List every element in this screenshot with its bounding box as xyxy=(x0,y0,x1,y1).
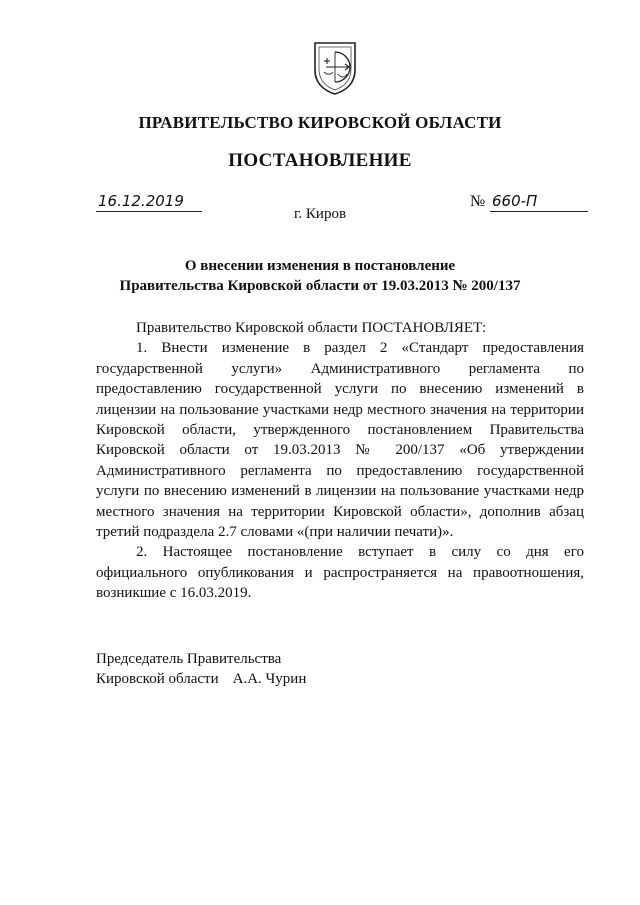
document-body xyxy=(96,318,584,604)
document-subject xyxy=(60,256,580,296)
signatory-name: А.А. Чурин xyxy=(232,671,307,687)
kirov-coat-of-arms-icon xyxy=(312,40,358,96)
body-intro: Правительство Кировской области ПОСТАНОВЛЯЕТ: xyxy=(136,320,487,336)
city-name: г. Киров xyxy=(293,206,347,222)
document-type-title: ПОСТАНОВЛЕНИЕ xyxy=(228,150,412,171)
body-paragraph-2: 2. Настоящее постановление вступает в силу со дня его официального опубликования и распространяется на правоотношения, возникшие с 16.03.2019. xyxy=(96,544,584,602)
signature-block xyxy=(96,649,306,689)
signature-position-line-1: Председатель Правительства xyxy=(96,651,282,667)
number-sign: № xyxy=(470,193,486,210)
subject-line-1: О внесении изменения в постановление xyxy=(184,258,456,274)
document-date: 16.12.2019 xyxy=(96,192,202,212)
signature-position-line-2: Кировской области xyxy=(96,671,219,687)
organization-title: ПРАВИТЕЛЬСТВО КИРОВСКОЙ ОБЛАСТИ xyxy=(138,113,502,132)
document-number: 660-П xyxy=(490,192,588,212)
body-paragraph-1: 1. Внести изменение в раздел 2 «Стандарт предоставления государственной услуги» Административного регламента по предоставлению государственной услуги по внесению изменений в лицензии на пользование участками недр местного значения на территории Кировской области, утвержденного постановлением Правительства Кировской области от 19.03.2013 № 200/137 «Об утверждении Административного регламента по предоставлению государственной услуги по внесению изменений в лицензии на пользование участками недр местного значения на территории Кировской области», дополнив абзац третий подраздела 2.7 словами «(при наличии печати)». xyxy=(96,340,584,541)
subject-line-2: Правительства Кировской области от 19.03.2013 № 200/137 xyxy=(119,278,521,294)
